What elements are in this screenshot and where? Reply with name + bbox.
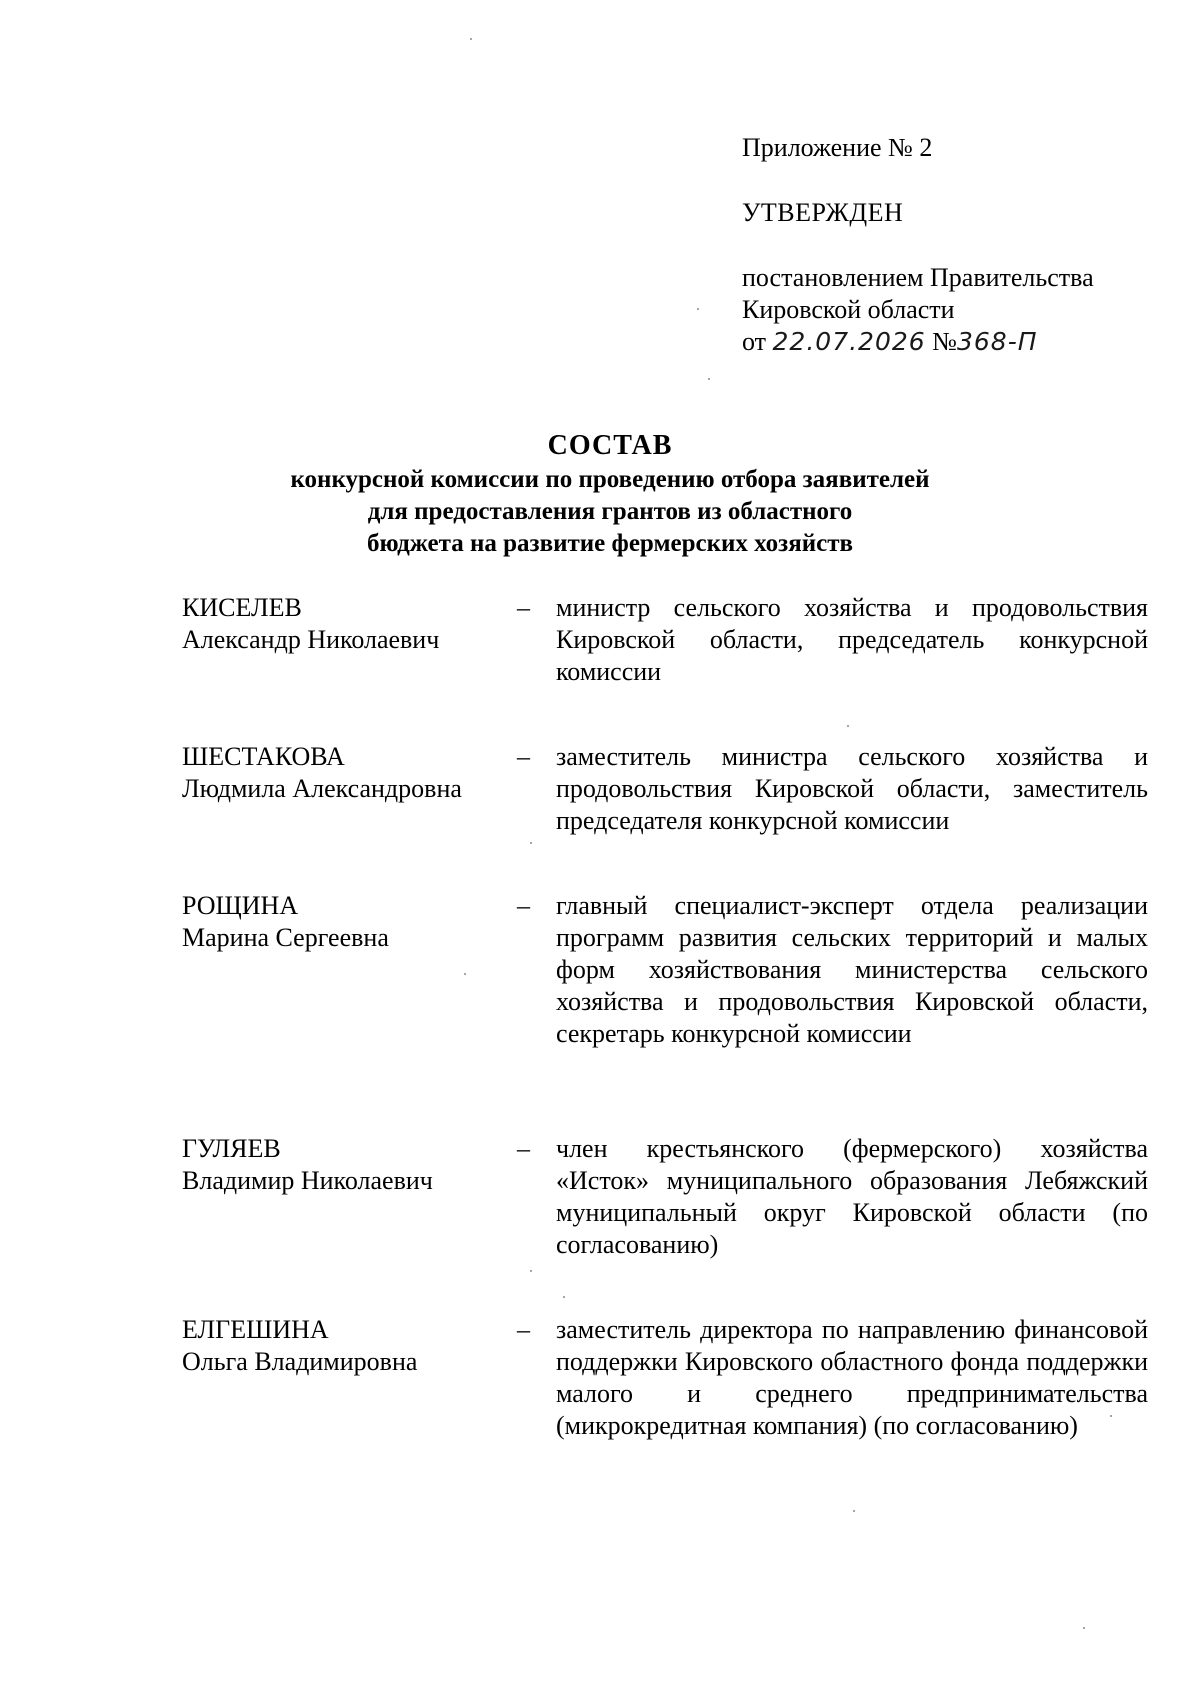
member-given-names: Владимир Николаевич: [182, 1166, 433, 1195]
member-surname: ШЕСТАКОВА: [182, 742, 345, 771]
title-line-2: для предоставления грантов из областного: [367, 498, 853, 525]
member-given-names: Марина Сергеевна: [182, 923, 389, 952]
member-surname: КИСЕЛЕВ: [182, 593, 302, 622]
member-role: член крестьянского (фермерского) хозяйства «Исток» муниципального образования Лебяжский муниципальный округ Кировской области (по согласованию): [556, 1134, 1148, 1259]
member-surname: РОЩИНА: [182, 891, 299, 920]
scan-speck: [708, 378, 710, 380]
member-role: заместитель директора по направлению финансовой поддержки Кировского областного фонда поддержки малого и среднего предпринимательства (микрокредитная компания) (по согласованию): [556, 1315, 1148, 1440]
scan-speck: [470, 38, 472, 40]
scan-speck: [1110, 1415, 1112, 1417]
member-name: [182, 1314, 512, 1378]
scan-speck: [853, 1510, 855, 1512]
scan-speck: [530, 1270, 532, 1272]
member-name: [182, 1133, 512, 1197]
annex-number: Приложение № 2: [742, 133, 933, 162]
approval-stamp-block: [742, 132, 1162, 358]
handwritten-number: 368-П: [956, 327, 1038, 356]
scan-speck: [847, 725, 849, 727]
decree-date-line: [742, 326, 1162, 358]
decree-line-2: Кировской области: [742, 295, 955, 324]
scan-speck: [464, 973, 466, 975]
date-prefix: от: [742, 327, 767, 356]
member-given-names: Людмила Александровна: [182, 774, 462, 803]
approved-heading: УТВЕРЖДЕН: [742, 198, 904, 227]
member-surname: ЕЛГЕШИНА: [182, 1315, 329, 1344]
member-role: заместитель министра сельского хозяйства и продовольствия Кировской области, заместитель председателя конкурсной комиссии: [556, 742, 1148, 835]
member-given-names: Александр Николаевич: [182, 625, 440, 654]
title-line-1: конкурсной комиссии по проведению отбора заявителей: [290, 466, 930, 493]
scan-speck: [697, 308, 699, 310]
scan-speck: [530, 842, 532, 844]
member-dash: –: [517, 891, 530, 920]
title-line-3: бюджета на развитие фермерских хозяйств: [366, 530, 854, 557]
member-given-names: Ольга Владимировна: [182, 1347, 418, 1376]
member-dash: –: [517, 1315, 530, 1344]
member-dash: –: [517, 593, 530, 622]
member-name: [182, 890, 512, 954]
member-role: министр сельского хозяйства и продовольствия Кировской области, председатель конкурсной комиссии: [556, 593, 1148, 686]
member-dash: –: [517, 742, 530, 771]
document-title: [180, 428, 1040, 560]
member-role: главный специалист-эксперт отдела реализации программ развития сельских территорий и малых форм хозяйствования министерства сельского хозяйства и продовольствия Кировской области, секретарь конкурсной комиссии: [556, 891, 1148, 1048]
member-dash: –: [517, 1134, 530, 1163]
member-surname: ГУЛЯЕВ: [182, 1134, 281, 1163]
handwritten-date: 22.07.2026: [772, 327, 926, 356]
scan-speck: [563, 1296, 565, 1298]
member-name: [182, 592, 512, 656]
title-main: СОСТАВ: [547, 430, 673, 461]
number-prefix: №: [932, 327, 957, 356]
member-name: [182, 741, 512, 805]
scan-speck: [1083, 1627, 1085, 1629]
decree-line-1: постановлением Правительства: [742, 263, 1094, 292]
